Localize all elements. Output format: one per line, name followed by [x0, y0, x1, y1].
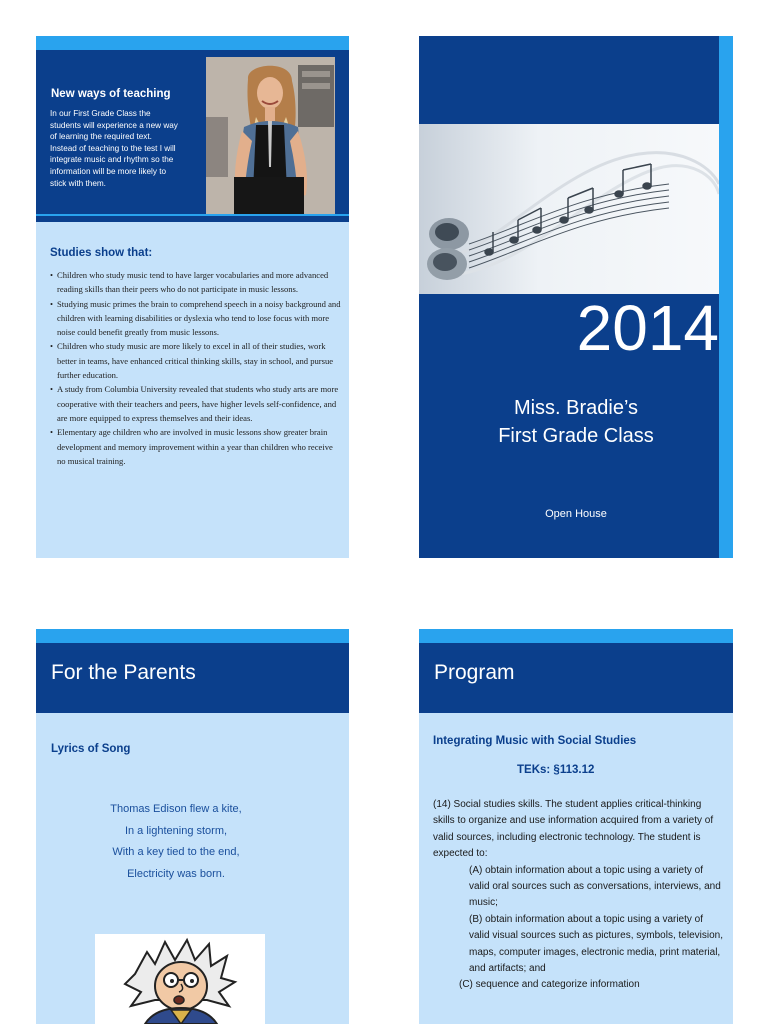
teks-code: TEKs: §113.12 — [517, 764, 595, 776]
accent-bar — [36, 36, 349, 50]
accent-bar — [36, 629, 349, 643]
list-item: • Elementary age children who are involved in music lessons show greater brain development and memory improvement within a year than children who receive no musical training. — [50, 425, 342, 468]
program-body — [433, 797, 725, 994]
class-name — [419, 394, 733, 450]
list-item: • Studying music primes the brain to comprehend speech in a noisy background and children with learning disabilities or dyslexia who tend to lose focus with more noise could benefit greatly from music lessons. — [50, 297, 342, 340]
standard-item-c: (C) sequence and categorize information — [459, 979, 640, 991]
class-name-line-2: First Grade Class — [498, 425, 654, 447]
standard-item-a: (A) obtain information about a topic using a variety of valid oral sources such as conversations, interviews, and music; — [469, 864, 721, 909]
list-item: • Children who study music are more likely to excel in all of their studies, work better in teams, have enhanced critical thinking skills, stay in school, and pursue further education. — [50, 339, 342, 382]
list-item: • Children who study music tend to have larger vocabularies and more advanced reading skills than their peers who do not participate in music lessons. — [50, 268, 342, 297]
cover-year: 2014 — [576, 292, 719, 364]
standard-item-b: (B) obtain information about a topic using a variety of valid visual sources such as pictures, symbols, television, maps, computer images, electronic media, print material, and artifacts; and — [469, 913, 723, 975]
studies-title: Studies show that: — [50, 247, 153, 259]
accent-stripe — [719, 36, 733, 558]
cover-panel — [419, 36, 733, 558]
info-panel — [36, 36, 349, 558]
panel-title: Program — [434, 661, 515, 684]
song-lyrics — [36, 799, 316, 885]
studies-list — [50, 268, 342, 468]
section-body: In our First Grade Class the students will experience a new way of learning the required text. Instead of teaching to the test I will integrate music and rhythm so the information will be more likely to stick with them. — [50, 109, 178, 188]
program-panel — [419, 629, 733, 1024]
program-subtitle: Integrating Music with Social Studies — [433, 735, 637, 747]
parents-panel — [36, 629, 349, 1024]
lyric-line: In a lightening storm, — [124, 824, 228, 837]
section-title: New ways of teaching — [51, 88, 171, 100]
standard-intro: (14) Social studies skills. The student applies critical-thinking skills to organize and use information acquired from a variety of valid sources, including electronic technology. The student is expected to: — [433, 799, 714, 860]
panel-title: For the Parents — [51, 661, 196, 684]
header-divider — [36, 214, 349, 222]
event-label: Open House — [545, 508, 607, 520]
teacher-photo — [206, 57, 335, 214]
lyric-line: Electricity was born. — [127, 867, 225, 880]
lyric-line: With a key tied to the end, — [112, 846, 240, 858]
accent-bar — [419, 629, 733, 643]
music-image — [419, 124, 719, 294]
lyric-line: Thomas Edison flew a kite, — [110, 803, 242, 815]
class-name-line-1: Miss. Bradie’s — [513, 397, 639, 419]
list-item: • A study from Columbia University revealed that students who study arts are more cooperative with their teachers and peers, have higher levels self-confidence, and are more equipped to express themselves and their ideas. — [50, 382, 342, 425]
franklin-cartoon — [95, 934, 265, 1024]
lyrics-title: Lyrics of Song — [51, 743, 131, 755]
